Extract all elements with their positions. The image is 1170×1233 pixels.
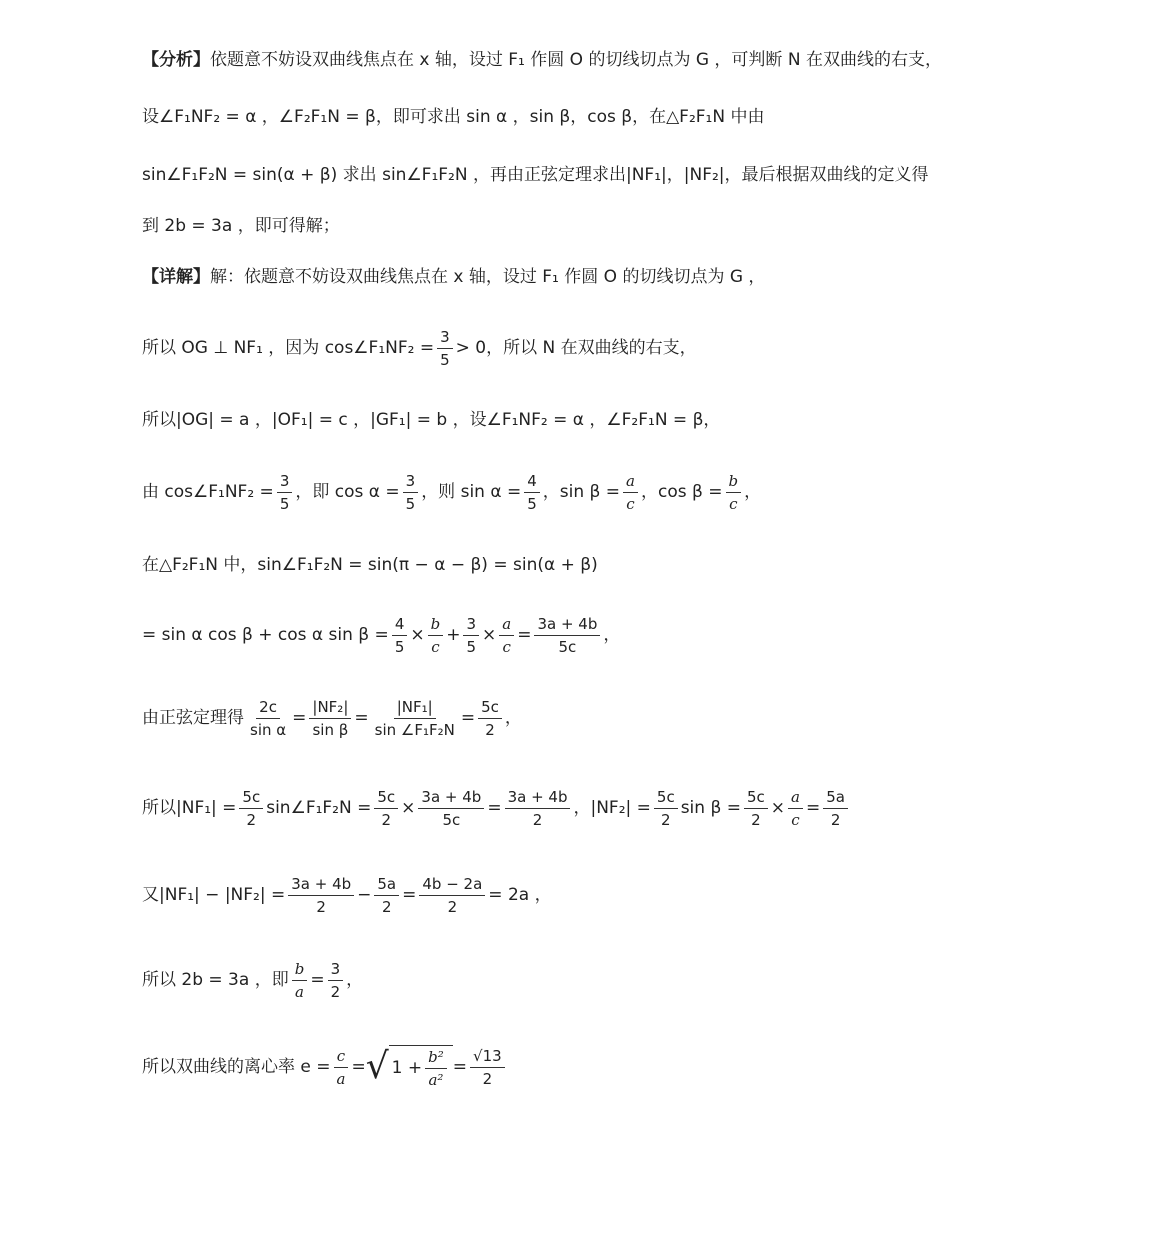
analysis-line-2	[142, 107, 1060, 127]
frac-num: |NF₁|	[394, 698, 436, 719]
frac-den: 5	[279, 495, 290, 513]
step-3-text-a: 由 cos∠F₁NF₂ =	[142, 482, 274, 503]
times-sign: ×	[482, 625, 497, 646]
step-10-text-a: 所以双曲线的离心率 e =	[142, 1056, 331, 1077]
frac-num: 5a	[374, 875, 399, 896]
frac-num: b	[428, 615, 444, 636]
step-9-text-a: 所以 2b = 3a ，即	[142, 970, 289, 991]
step-9-frac-1	[292, 960, 308, 1001]
frac-den: 5	[405, 495, 416, 513]
step-3-frac-1	[277, 472, 293, 513]
frac-num: 4	[392, 615, 408, 636]
step-3-frac-3	[524, 472, 540, 513]
times-sign: ×	[410, 625, 425, 646]
analysis-text-2: 设∠F₁NF₂ = α ，∠F₂F₁N = β，即可求出 sin α ，sin β，cos β，在△F₂F₁N 中由	[142, 107, 765, 127]
step-7-frac-7	[788, 788, 803, 829]
frac-den: sin α	[250, 721, 287, 739]
step-9-end: ，	[346, 970, 364, 991]
frac-den: 2	[661, 811, 671, 829]
step-6-frac-3	[372, 698, 458, 739]
step-3-text-f: ，	[744, 482, 762, 503]
frac-den: 2	[246, 811, 257, 829]
step-7-frac-5	[654, 788, 678, 829]
step-2-text: 所以|OG| = a ，|OF₁| = c ，|GF₁| = b ，设∠F₁NF₂ = α ，∠F₂F₁N = β，	[142, 410, 721, 430]
step-1-text-b: > 0，所以 N 在双曲线的右支，	[455, 338, 697, 359]
frac-num: 4b − 2a	[419, 875, 485, 896]
step-3-text-e: ，cos β =	[640, 482, 723, 503]
frac-den: a	[295, 983, 304, 1001]
frac-den: c	[791, 811, 800, 829]
step-8-text-a: 又|NF₁| − |NF₂| =	[142, 885, 286, 906]
frac-den: 2	[330, 983, 341, 1001]
frac-den: 2	[485, 721, 495, 739]
frac-num: 3a + 4b	[505, 788, 571, 809]
step-3-frac-5	[726, 472, 742, 513]
frac-den: 5	[466, 638, 477, 656]
step-7-text-a: 所以|NF₁| =	[142, 798, 237, 819]
frac-den: c	[626, 495, 635, 513]
step-8-frac-2	[374, 875, 399, 916]
step-1-fraction	[437, 328, 453, 369]
analysis-line-4	[142, 216, 1060, 236]
frac-den: 2	[447, 898, 458, 916]
step-3-frac-4	[623, 472, 638, 513]
frac-den: a	[336, 1069, 346, 1088]
frac-den: sin ∠F₁F₂N	[374, 721, 455, 739]
analysis-text-1: 依题意不妨设双曲线焦点在 x 轴，设过 F₁ 作圆 O 的切线切点为 G ，可判断 N 在双曲线的右支，	[210, 50, 942, 70]
frac-den: 5	[394, 638, 405, 656]
frac-den: 2	[532, 811, 543, 829]
step-3-frac-2	[403, 472, 419, 513]
frac-num: 3	[437, 328, 453, 349]
step-10-frac-3	[470, 1047, 505, 1088]
step-8-frac-3	[419, 875, 485, 916]
frac-num: 3	[463, 615, 479, 636]
frac-den: sin β	[312, 721, 349, 739]
step-7-t2: ，|NF₂| =	[573, 798, 651, 819]
frac-den: c	[502, 638, 511, 656]
frac-num: 3	[328, 960, 344, 981]
plus-sign: +	[446, 625, 461, 646]
step-6-frac-1	[247, 698, 289, 739]
frac-den: 2	[751, 811, 761, 829]
step-9: 所以 2b = 3a ，即 $\frac{b}{a}$ = $\frac{3}{2}$ ，	[142, 960, 364, 1001]
frac-den: 2	[381, 811, 392, 829]
equals-sign: =	[517, 625, 532, 646]
frac-num: b	[292, 960, 308, 981]
step-3-text-c: ，则 sin α =	[421, 482, 522, 503]
frac-num: b²	[425, 1048, 447, 1069]
frac-num: 5c	[239, 788, 263, 809]
sqrt-expression	[366, 1045, 453, 1089]
sqrt-sign-icon: √	[365, 1046, 389, 1087]
step-10: 所以双曲线的离心率 e = $\frac{c}{a}$ = √ 1 + $\frac{\text{b²}}{\text{a²}}$ = $\frac{√13}{2}$	[142, 1045, 1060, 1089]
analysis-text-4: 到 2b = 3a ，即可得解；	[142, 216, 340, 236]
frac-num: 5c	[744, 788, 768, 809]
frac-num: c	[334, 1047, 348, 1068]
frac-num: b	[726, 472, 742, 493]
frac-num: √13	[470, 1047, 505, 1068]
step-5	[142, 615, 1060, 656]
frac-den: 5	[527, 495, 537, 513]
step-3-text-b: ，即 cos α =	[295, 482, 400, 503]
step-9-frac-2	[328, 960, 344, 1001]
detail-title: 【详解】	[142, 267, 210, 287]
step-7-frac-6	[744, 788, 768, 829]
step-7-frac-3	[418, 788, 484, 829]
step-7: 所以|NF₁| = $\frac{5c}{2}$ sin∠F₁F₂N = $\frac{5c}{2}$ × $\frac{3a + 4b}{5c}$ = $\frac{3a + 4b}{2}$ ，|NF₂| = $\frac{5c}{2}$ sin β = $\frac{5c}{2}$ × $\frac{a}{c}$ = $\frac{5a}{2}$	[142, 788, 1060, 829]
step-3-text-d: ，sin β =	[542, 482, 621, 503]
step-7-frac-8	[823, 788, 848, 829]
step-4-text: 在△F₂F₁N 中，sin∠F₁F₂N = sin(π − α − β) = sin(α + β)	[142, 555, 598, 575]
step-3	[142, 472, 1060, 513]
step-10-frac-2	[425, 1048, 447, 1089]
frac-den: c	[431, 638, 440, 656]
step-5-frac-4	[499, 615, 514, 656]
step-7-t3: sin β =	[680, 798, 741, 819]
step-6-frac-4	[478, 698, 502, 739]
frac-num: a	[499, 615, 514, 636]
step-8: 又|NF₁| − |NF₂| = $\frac{3a + 4b}{2}$ − $\frac{5a}{2}$ = $\frac{4b - 2a}{2}$ = 2a ，	[142, 875, 552, 916]
step-6-frac-2	[309, 698, 351, 739]
step-7-frac-1	[239, 788, 263, 829]
frac-den: c	[729, 495, 738, 513]
frac-num: 5c	[654, 788, 678, 809]
frac-num: |NF₂|	[309, 698, 351, 719]
step-7-t1: sin∠F₁F₂N =	[266, 798, 372, 819]
step-6-text-a: 由正弦定理得	[142, 708, 244, 729]
frac-num: 3	[277, 472, 293, 493]
sqrt-one-plus: 1 +	[391, 1058, 423, 1079]
step-2	[142, 410, 1060, 430]
step-5-frac-5	[534, 615, 600, 656]
step-8-frac-1	[288, 875, 354, 916]
step-1	[142, 328, 1060, 369]
frac-num: a	[788, 788, 803, 809]
frac-num: 2c	[256, 698, 280, 719]
step-7-frac-4	[505, 788, 571, 829]
frac-num: 5c	[478, 698, 502, 719]
detail-intro: 解：依题意不妨设双曲线焦点在 x 轴，设过 F₁ 作圆 O 的切线切点为 G ，	[210, 267, 766, 287]
frac-den: 2	[830, 811, 841, 829]
analysis-line-1	[142, 50, 1060, 70]
step-1-text-a: 所以 OG ⊥ NF₁ ，因为 cos∠F₁NF₂ =	[142, 338, 435, 359]
frac-den: 5c	[558, 638, 577, 656]
step-4	[142, 555, 1060, 575]
frac-num: 3a + 4b	[418, 788, 484, 809]
frac-den: 2	[482, 1069, 493, 1088]
frac-den: 5	[440, 351, 450, 369]
frac-num: 3	[403, 472, 419, 493]
frac-num: 5a	[823, 788, 848, 809]
frac-num: a	[623, 472, 638, 493]
frac-den: 5c	[442, 811, 461, 829]
frac-num: 5c	[374, 788, 398, 809]
frac-num: 3a + 4b	[534, 615, 600, 636]
step-8-end: = 2a ，	[488, 885, 552, 906]
step-5-frac-3	[463, 615, 479, 656]
frac-den: 2	[316, 898, 326, 916]
analysis-line-3	[142, 165, 1060, 185]
frac-num: 3a + 4b	[288, 875, 354, 896]
frac-num: 4	[524, 472, 540, 493]
detail-line-1	[142, 267, 1060, 287]
step-6: 由正弦定理得 $\frac{2c}{\text{sin α}}$ = $\frac{\text{|NF₂|}}{\text{sin β}}$ = $\frac{\text{|NF₁|}}{\text{sin ∠F₁F₂N}}$ = $\frac{5c}{2}$ ，	[142, 698, 522, 739]
step-5-end: ，	[603, 625, 621, 646]
step-10-frac-1	[334, 1047, 349, 1088]
analysis-text-3: sin∠F₁F₂N = sin(α + β) 求出 sin∠F₁F₂N ，再由正弦定理求出|NF₁|，|NF₂|，最后根据双曲线的定义得	[142, 165, 929, 185]
analysis-title: 【分析】	[142, 50, 210, 70]
step-5-frac-1	[392, 615, 408, 656]
frac-den: 2	[381, 898, 392, 916]
frac-den: a²	[428, 1071, 444, 1089]
step-5-frac-2	[428, 615, 444, 656]
step-7-frac-2	[374, 788, 398, 829]
step-6-end: ，	[504, 708, 522, 729]
step-5-text-a: = sin α cos β + cos α sin β =	[142, 625, 389, 646]
